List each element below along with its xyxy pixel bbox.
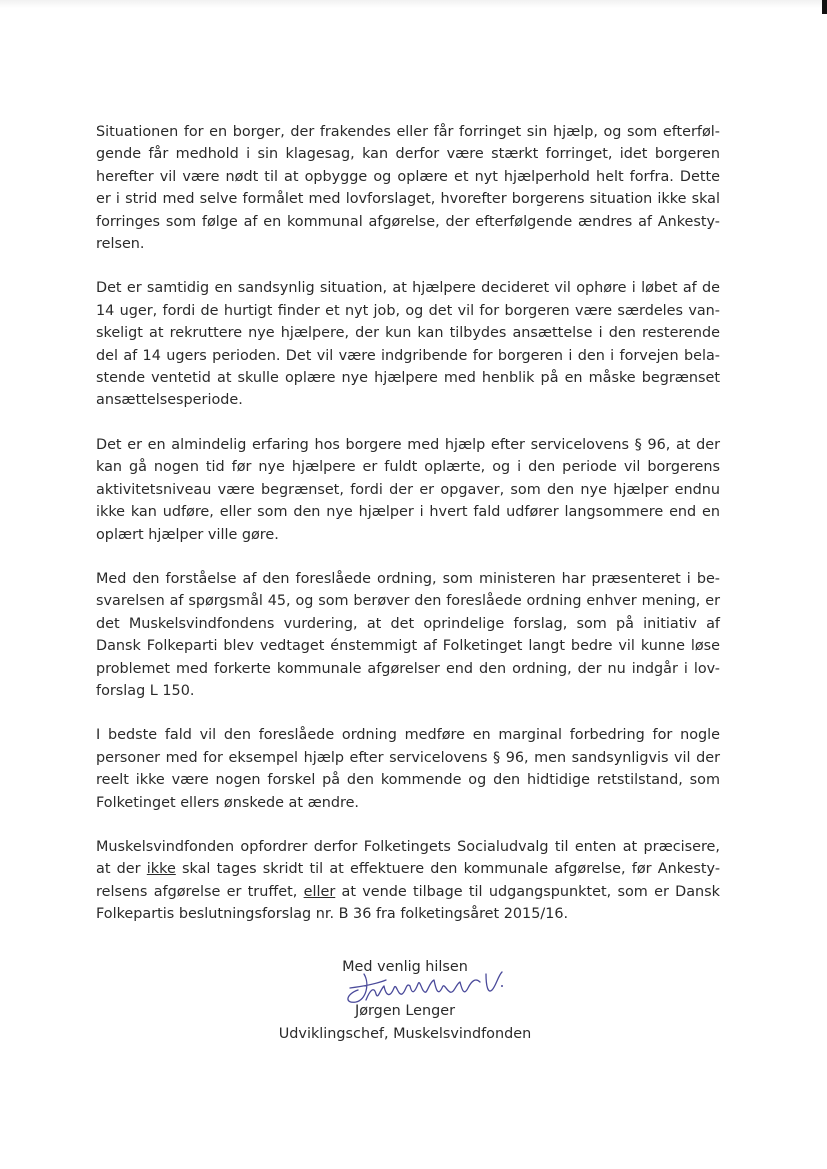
signer-name: Jørgen Lenger xyxy=(354,1003,456,1020)
text-line: Dansk Folkeparti blev vedtaget énstemmigt af Folketinget langt bedre vil kunne løse xyxy=(96,638,720,655)
text-line: 14 uger, fordi de hurtigt finder et nyt job, og det vil for borgeren være særdeles van- xyxy=(96,302,720,319)
letter-body xyxy=(96,121,720,948)
text-line: forslag L 150. xyxy=(96,682,195,699)
underlined-word: ikke xyxy=(146,861,176,878)
text-line: stende ventetid at skulle oplære nye hjælpere med henblik på en måske begrænset xyxy=(96,370,720,387)
text-line: det Muskelsvindfondens vurdering, at det oprindelige forslag, som på initiativ af xyxy=(96,615,720,632)
text-line: I bedste fald vil den foreslåede ordning medføre en marginal forbedring for nogle xyxy=(96,727,720,744)
text-line: del af 14 ugers perioden. Det vil være indgribende for borgeren i den i forvejen bela- xyxy=(96,347,720,364)
text-line: herefter vil være nødt til at opbygge og oplære et nyt hjælperhold helt forfra. Dette xyxy=(96,168,720,185)
text-line: svarelsen af spørgsmål 45, og som berøver den foreslåede ordning enhver mening, er xyxy=(96,593,720,610)
text-line: Muskelsvindfonden opfordrer derfor Folketingets Socialudvalg til enten at præcisere, xyxy=(96,838,720,855)
text-line: kan gå nogen tid før nye hjælpere er fuldt oplærte, og i den periode vil borgerens xyxy=(96,459,720,476)
text-line: Situationen for en borger, der frakendes eller får forringet sin hjælp, og som efterføl- xyxy=(96,124,720,140)
text-line: relsen. xyxy=(96,236,145,253)
paragraph-2 xyxy=(96,277,720,411)
letter-closing xyxy=(200,956,610,1045)
text-fragment: at der xyxy=(96,861,147,878)
paragraph-1 xyxy=(96,121,720,255)
text-line: ansættelsesperiode. xyxy=(96,392,243,409)
paragraph-4 xyxy=(96,568,720,702)
signature-space xyxy=(200,978,610,1000)
text-line: Folkepartis beslutningsforslag nr. B 36 fra folketingsåret 2015/16. xyxy=(96,906,569,923)
text-fragment: at vende tilbage til udgangspunktet, som er Dansk xyxy=(335,883,720,900)
text-line: Folketinget ellers ønskede at ændre. xyxy=(96,794,360,811)
text-fragment: skal tages skridt til at effektuere den kommunale afgørelse, før Ankesty- xyxy=(175,861,721,878)
text-line: skeligt at rekruttere nye hjælpere, der kun kan tilbydes ansættelse i den resterende xyxy=(96,325,720,342)
paragraph-3 xyxy=(96,434,720,546)
paragraph-5 xyxy=(96,724,720,814)
text-line: Med den forståelse af den foreslåede ordning, som ministeren har præsenteret i be- xyxy=(96,570,720,587)
paragraph-6 xyxy=(96,836,720,926)
text-line: problemet med forkerte kommunale afgørelser end den ordning, der nu indgår i lov- xyxy=(96,660,720,677)
signer-title: Udviklingschef, Muskelsvindfonden xyxy=(278,1025,532,1042)
scan-edge-mark xyxy=(822,0,827,14)
text-line: gende får medhold i sin klagesag, kan derfor være stærkt forringet, idet borgeren xyxy=(96,146,720,163)
text-line: ikke kan udføre, eller som den nye hjælper i hvert fald udfører langsommere end en xyxy=(96,504,720,521)
text-line: personer med for eksempel hjælp efter servicelovens § 96, men sandsynligvis vil der xyxy=(96,749,720,766)
salutation: Med venlig hilsen xyxy=(342,959,468,975)
text-line-with-underline xyxy=(96,881,720,903)
text-line: aktivitetsniveau være begrænset, fordi der er opgaver, som den nye hjælper endnu xyxy=(96,481,720,498)
text-line: forringes som følge af en kommunal afgørelse, der efterfølgende ændres af Ankesty- xyxy=(96,213,720,230)
text-line-with-underline xyxy=(96,858,720,880)
text-line: oplært hjælper ville gøre. xyxy=(96,526,279,543)
underlined-word: eller xyxy=(303,883,336,900)
text-line: er i strid med selve formålet med lovforslaget, hvorefter borgerens situation ikke skal xyxy=(96,191,720,208)
text-fragment: relsens afgørelse er truffet, xyxy=(96,883,304,900)
text-line: reelt ikke være nogen forskel på den kommende og den hidtidige retstilstand, som xyxy=(96,772,720,789)
scan-top-shade xyxy=(0,0,827,8)
text-line: Det er samtidig en sandsynlig situation, at hjælpere decideret vil ophøre i løbet af de xyxy=(96,280,720,297)
text-line: Det er en almindelig erfaring hos borgere med hjælp efter servicelovens § 96, at der xyxy=(96,436,720,453)
